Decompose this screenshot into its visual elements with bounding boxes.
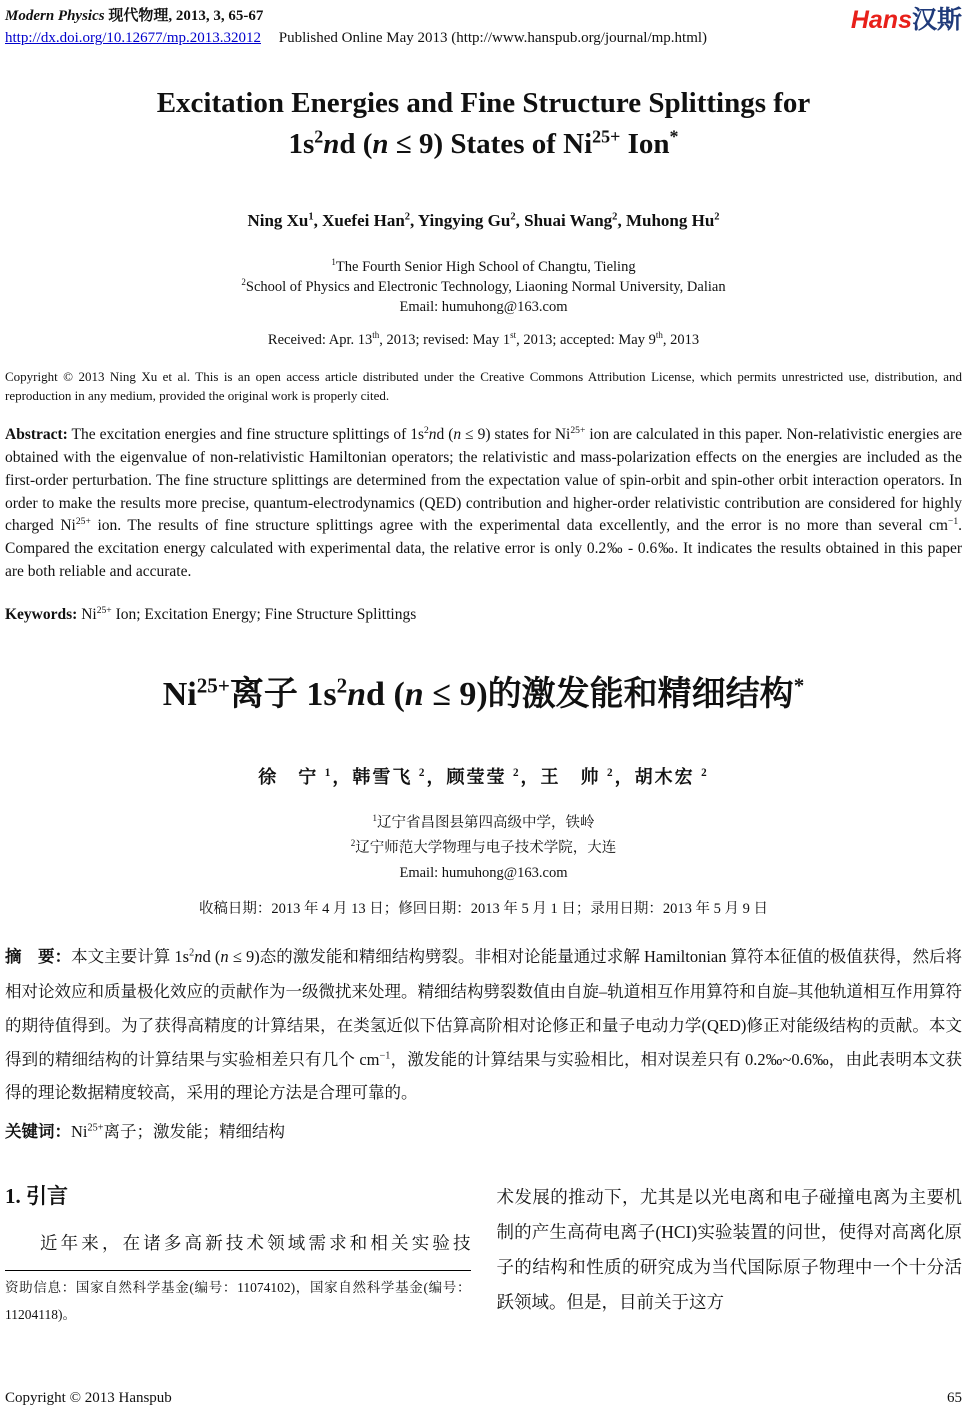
two-column-body: [5, 1180, 962, 1328]
abstract-zh: 摘 要：本文主要计算 $1s^2nd$ (n ≤ 9)态的激发能和精细结构劈裂。非相对论能量通过求解 Hamiltonian 算符本征值的极值获得，然后将相对论效应和质量极化效应的贡献作为一级微扰来处理。精细结构劈裂数值由自旋–轨道相互作用算符和自旋–其他轨道相互作用算符的期待值得到。为了获得高精度的计算结果，在类氢近似下估算高阶相对论修正和量子电动力学(QED)修正对能级结构的贡献。本文得到的精细结构的计算结果与实验相差只有几个 $cm^{-1}$，激发能的计算结果与实验相比，相对误差只有 0.2‰~0.6‰，由此表明本文获得的理论数据精度较高，采用的理论方法是合理可靠的。: [5, 947, 962, 1103]
paper-title-en: [5, 83, 962, 165]
authors-zh: 徐 宁 $^1$，韩雪飞 $^2$，顾莹莹 $^2$，王 帅 $^2$，胡木宏 $^2$: [258, 767, 709, 788]
abstract-en: Abstract: The excitation energies and fine structure splittings of $1s^2nd$ (n ≤ 9) states for $Ni^{25+}$ ion are calculated in this paper. Non-relativistic energies are obtained with the eigenvalue of non-relativistic Hamiltonian operators; the relativistic and mass-polarization effects on the energies are included as the first-order perturbation. The fine structure splittings are determined from the expectation value of spin-orbit and spin-other orbit interaction operators. In order to make the results more precise, quantum-electrodynamics (QED) contribution and higher-order relativistic contribution are considered for highly charged $Ni^{25+}$ ion. The results of fine structure splittings agree with the experimental data excellently, and the error is no more than several $cm^{-1}$. Compared the excitation energy calculated with experimental data, the relative error is only 0.2‰ - 0.6‰. It indicates the results obtained in this paper are both reliable and accurate.: [5, 424, 962, 581]
keywords-zh: 关键词：$Ni^{25+}$离子；激发能；精细结构: [5, 1122, 285, 1142]
paper-title-zh: $Ni^{25+}$离子 $1s^2nd$ (n ≤ 9)的激发能和精细结构*: [162, 673, 805, 714]
email-zh: Email: humuhong@163.com: [399, 864, 568, 881]
intro-paragraph-left: 近年来，在诸多高新技术领域需求和相关实验技: [40, 1233, 471, 1254]
affiliations-zh: [5, 811, 962, 885]
email-en: Email: humuhong@163.com: [399, 299, 568, 316]
affiliation-en-1: $^1$The Fourth Senior High School of Changtu, Tieling: [331, 257, 636, 275]
journal-title-line: Modern Physics 现代物理, 2013, 3, 65-67: [5, 8, 264, 24]
footer-copyright: Copyright © 2013 Hanspub: [5, 1390, 172, 1406]
intro-paragraph-right: 术发展的推动下，尤其是以光电离和电子碰撞电离为主要机制的产生高荷电离子(HCI)实验装置的问世，使得对高离化原子的结构和性质的研究成为当代国际原子物理中一个十分活跃领域。但是，目前关于这方: [496, 1187, 962, 1313]
received-line: Received: Apr. 13th, 2013; revised: May 1st, 2013; accepted: May 9th, 2013: [267, 329, 700, 348]
footnote-divider: [5, 1270, 471, 1271]
left-column: [5, 1180, 471, 1328]
doi-link[interactable]: http://dx.doi.org/10.12677/mp.2013.32012: [5, 30, 261, 47]
copyright-notice: Copyright © 2013 Ning Xu et al. This is an open access article distributed under the Creative Commons Attribution License, which permits unrestricted use, distribution, and reproduction in any medium, provided the original work is properly cited.: [5, 368, 962, 404]
affiliation-zh-2: $^2$辽宁师范大学物理与电子技术学院，大连: [350, 838, 617, 856]
page-footer: [5, 1390, 962, 1407]
paper-title-en-line2: $1s^2nd$ (n ≤ 9) States of $Ni^{25+}$ Ion*: [288, 126, 679, 160]
published-online-text: Published Online May 2013 (http://www.hanspub.org/journal/mp.html): [278, 30, 708, 47]
affiliation-en-2: $^2$School of Physics and Electronic Technology, Liaoning Normal University, Dalian: [241, 277, 726, 296]
doi-row: [5, 28, 707, 48]
affiliation-zh-1: $^1$辽宁省昌图县第四高级中学，铁岭: [372, 813, 595, 832]
paper-title-en-line1: Excitation Energies and Fine Structure Splittings for: [156, 86, 811, 119]
dates-zh: 收稿日期：2013 年 4 月 13 日；修回日期：2013 年 5 月 1 日；录用日期：2013 年 5 月 9 日: [198, 901, 769, 918]
authors-en: Ning Xu$^1$, Xuefei Han$^2$, Yingying Gu$^2$, Shuai Wang$^2$, Muhong Hu$^2$: [247, 210, 720, 230]
page-header: [5, 6, 962, 49]
right-column: [497, 1180, 963, 1328]
hans-logo-cjk: 汉斯: [911, 6, 962, 34]
funding-footnote: 资助信息：国家自然科学基金(编号：11074102)，国家自然科学基金(编号：11204118)。: [5, 1280, 471, 1322]
hans-logo-latin: Hans: [850, 6, 912, 34]
page-number: 65: [947, 1390, 962, 1406]
hans-logo: [851, 8, 962, 33]
keywords-en: Keywords: $Ni^{25+}$ Ion; Excitation Energy; Fine Structure Splittings: [5, 605, 417, 624]
affiliations-en: [5, 257, 962, 318]
section-heading-intro: 1. 引言: [5, 1184, 68, 1209]
journal-info: [5, 6, 707, 49]
